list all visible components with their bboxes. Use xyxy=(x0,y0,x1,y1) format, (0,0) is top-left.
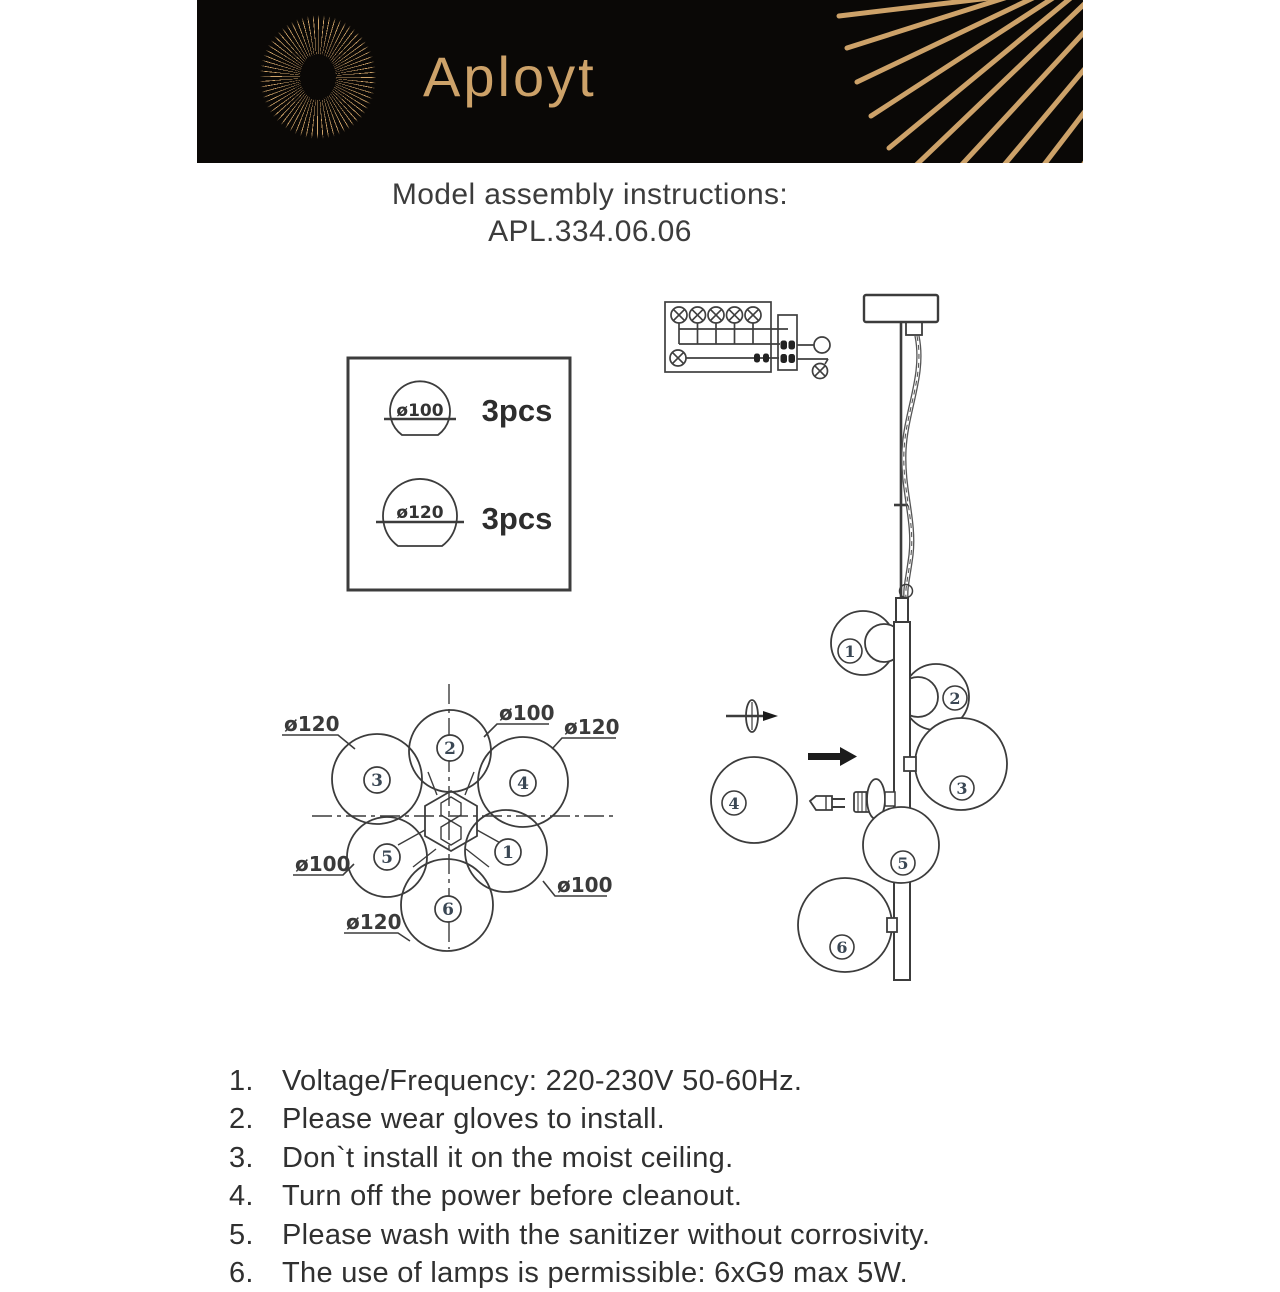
instruction-item xyxy=(229,1100,1059,1138)
instruction-text: Don`t install it on the moist ceiling. xyxy=(282,1141,734,1174)
lamp-symbols-row xyxy=(671,307,761,344)
instruction-number: 4. xyxy=(229,1180,254,1213)
lamp-symbol-output xyxy=(813,364,828,379)
top-badge-3: 3 xyxy=(371,771,383,791)
instructions-list xyxy=(229,1062,1059,1292)
badge-4: 4 xyxy=(728,794,740,813)
model-code: APL.334.06.06 xyxy=(488,215,692,248)
top-badge-5: 5 xyxy=(381,848,393,868)
instruction-text: Voltage/Frequency: 220-230V 50-60Hz. xyxy=(282,1065,803,1097)
badge-6: 6 xyxy=(836,938,848,957)
dim-label-right: ø100 xyxy=(557,873,613,897)
dim-label-tr: ø120 xyxy=(564,715,620,739)
instruction-item xyxy=(229,1062,1059,1100)
top-badge-2: 2 xyxy=(444,739,456,759)
instruction-number: 6. xyxy=(229,1257,254,1290)
instruction-number: 2. xyxy=(229,1103,254,1136)
badge-5: 5 xyxy=(897,854,909,873)
instruction-number: 1. xyxy=(229,1065,254,1097)
top-badge-4: 4 xyxy=(517,774,529,794)
top-badge-1: 1 xyxy=(502,843,514,863)
sphere-3-mount xyxy=(904,757,916,771)
brand-name: Aployt xyxy=(423,45,597,108)
instruction-item xyxy=(229,1216,1059,1254)
sphere-100-qty-label: 3pcs xyxy=(481,393,553,428)
power-cable xyxy=(902,336,921,598)
instruction-text: Turn off the power before cleanout. xyxy=(282,1180,743,1213)
sphere-120-qty-label: 3pcs xyxy=(481,501,553,536)
parts-box xyxy=(348,358,570,590)
instruction-text: Please wash with the sanitizer without corrosivity. xyxy=(282,1218,931,1251)
badge-2: 2 xyxy=(949,689,961,708)
sphere-100-size-label: ø100 xyxy=(396,401,444,421)
screw-icon xyxy=(726,700,778,732)
pole-connector xyxy=(896,598,908,622)
badge-3: 3 xyxy=(956,779,968,798)
top-badge-6: 6 xyxy=(442,900,454,920)
wiring-diagram xyxy=(665,302,830,379)
lamp-symbol-bottom xyxy=(670,350,779,366)
instruction-number: 3. xyxy=(229,1141,254,1174)
instruction-item xyxy=(229,1177,1059,1215)
central-hub xyxy=(398,772,504,867)
instruction-item xyxy=(229,1139,1059,1177)
badge-1: 1 xyxy=(844,642,856,661)
sphere-6-mount xyxy=(887,918,897,932)
dim-label-bl: ø120 xyxy=(346,910,402,934)
dim-label-tl: ø120 xyxy=(284,712,340,736)
sphere-120-size-label: ø120 xyxy=(396,503,444,523)
ceiling-canopy xyxy=(864,295,938,322)
instruction-text: Please wear gloves to install. xyxy=(282,1103,665,1136)
top-view-numbers xyxy=(364,735,536,922)
assembly-arrow-icon xyxy=(808,747,857,766)
g9-bulb-icon xyxy=(810,796,845,810)
dim-label-top: ø100 xyxy=(499,701,555,725)
instruction-item xyxy=(229,1254,1059,1292)
cable-gland xyxy=(906,322,922,335)
side-view-diagram xyxy=(711,295,1007,980)
instruction-text: The use of lamps is permissible: 6xG9 max 5W. xyxy=(282,1257,908,1290)
dim-label-left: ø100 xyxy=(295,852,351,876)
top-view-diagram xyxy=(282,684,620,951)
title-line-1: Model assembly instructions: xyxy=(391,178,789,211)
neutral-terminal-symbol xyxy=(814,337,830,353)
instruction-number: 5. xyxy=(229,1218,254,1251)
